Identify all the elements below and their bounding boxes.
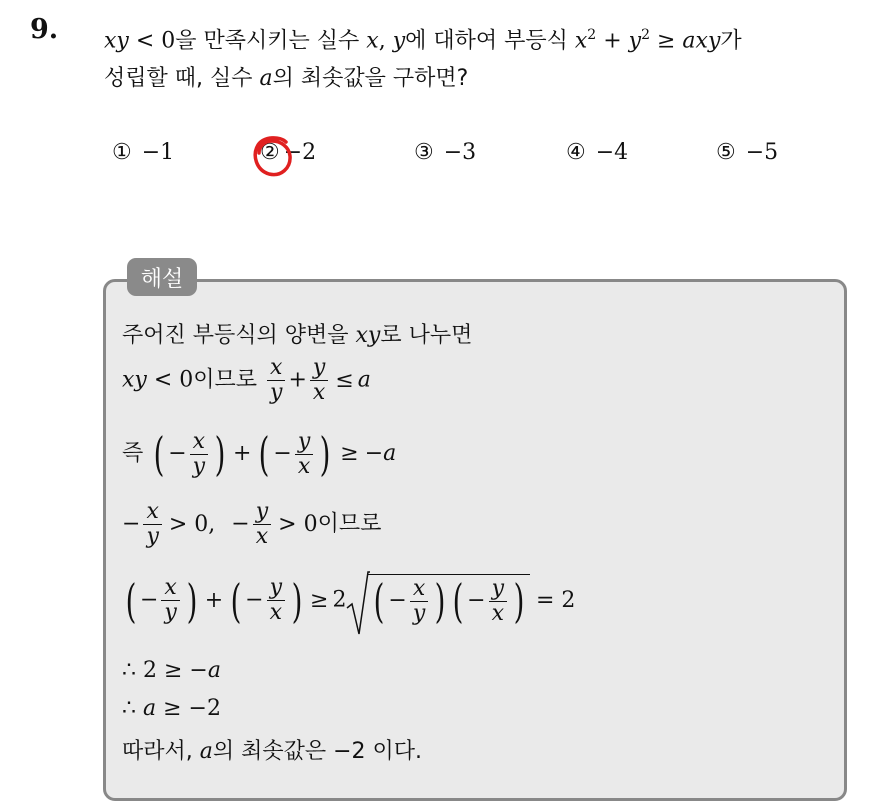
- solution-line-2: xy < 0이므로 $\frac{x}{y}$ + $\frac{y}{x}$ ≤ a: [122, 355, 371, 405]
- choice-3[interactable]: ③ −3: [414, 140, 477, 165]
- square-root: ( − $\frac{x}{y}$ ) ( − $\frac{y}{x}$ ): [346, 574, 530, 627]
- choice-5[interactable]: ⑤ −5: [716, 140, 779, 165]
- solution-tag: 해설: [127, 258, 197, 296]
- solution-line-4: − $\frac{x}{y}$ > 0, − $\frac{y}{x}$ > 0이므로: [122, 499, 382, 549]
- question-line-1: xy < 0을 만족시키는 실수 x, y에 대하여 부등식 $x^2 + y^2$ ≥ axy가: [104, 27, 742, 54]
- choice-4[interactable]: ④ −4: [566, 140, 629, 165]
- radical-sign-icon: [346, 568, 370, 640]
- solution-line-6: ∴ 2 ≥ −a: [122, 658, 221, 683]
- solution-line-7: ∴ a ≥ −2: [122, 696, 221, 721]
- solution-line-1: 주어진 부등식의 양변을 xy로 나누면: [122, 323, 473, 348]
- solution-line-5: ( − $\frac{x}{y}$ ) + ( − $\frac{y}{x}$ ) ≥ 2 ( − $\frac{x}{y}$ ) ( − $\frac{y}{x}$ ) = 2: [122, 574, 575, 627]
- choice-1[interactable]: ① −1: [112, 140, 175, 165]
- question-line-2: 성립할 때, 실수 a의 최솟값을 구하면?: [104, 66, 469, 92]
- choice-2[interactable]: ② −2: [260, 140, 317, 165]
- question-number: 9.: [30, 14, 59, 45]
- fraction-x-over-y: $\frac{x}{y}$: [267, 356, 285, 405]
- solution-line-8: 따라서, a의 최솟값은 −2 이다.: [122, 739, 423, 764]
- answer-circle-mark-icon: [250, 133, 296, 179]
- solution-line-3: 즉 ( − $\frac{x}{y}$ ) + ( − $\frac{y}{x}$ ) ≥ −a: [122, 427, 397, 481]
- answer-choices: [0, 140, 884, 180]
- question-text: [104, 16, 874, 98]
- fraction-y-over-x: $\frac{y}{x}$: [310, 356, 328, 405]
